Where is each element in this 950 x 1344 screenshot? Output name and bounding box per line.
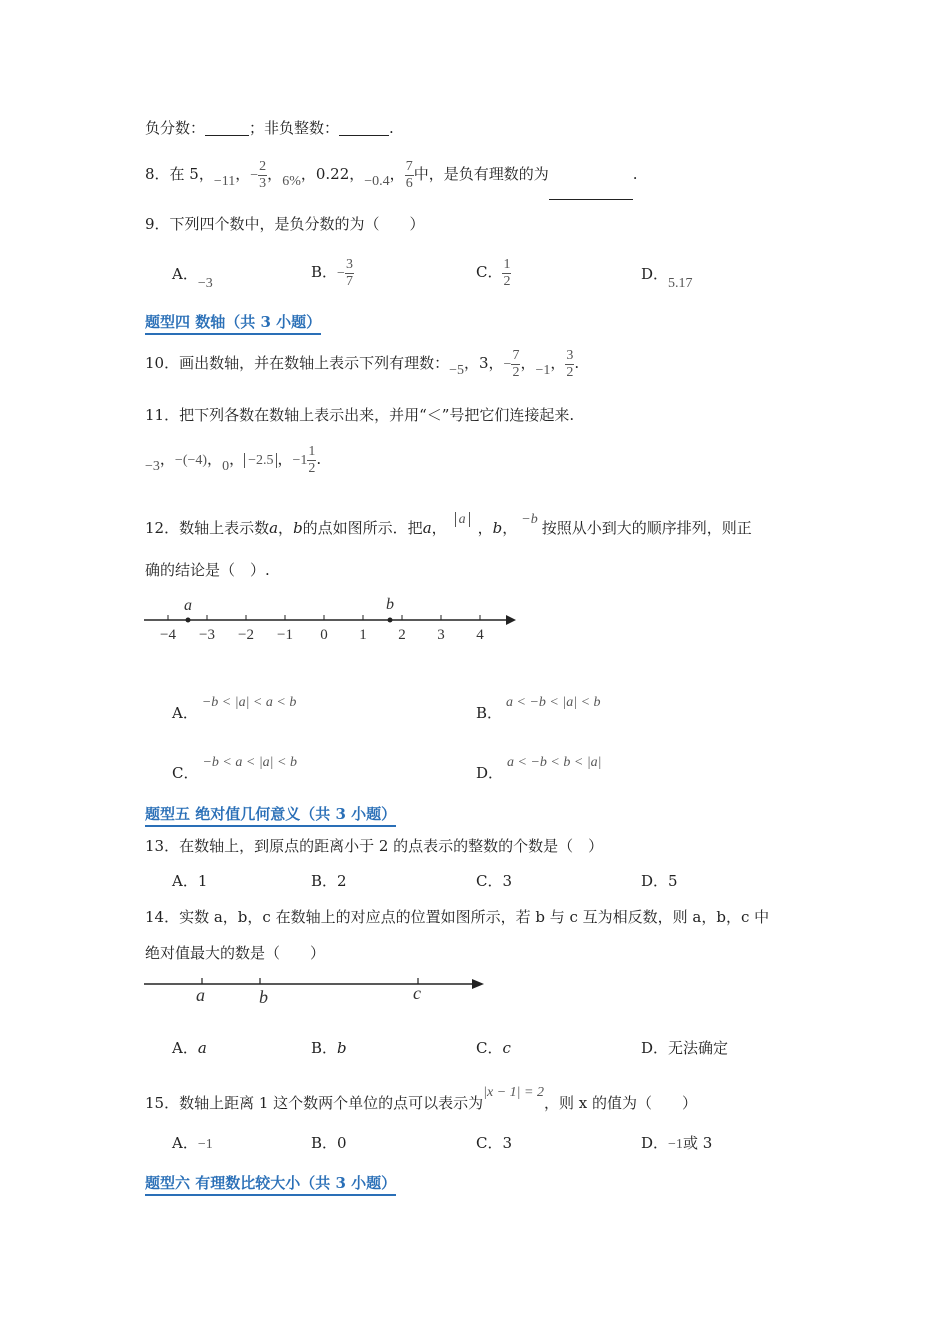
axis-tick-label: 3 [437, 627, 445, 643]
q15-option-d[interactable] [641, 1136, 712, 1152]
math-value: 0 [222, 459, 230, 474]
fraction [405, 159, 414, 191]
denominator: 2 [512, 364, 520, 380]
question-11-stem: 11．把下列各数在数轴上表示出来，并用“＜”号把它们连接起来. [145, 406, 575, 424]
numerator: 7 [405, 159, 413, 175]
numerator: 3 [345, 257, 353, 273]
math-expression: |x − 1| = 2 [483, 1085, 544, 1100]
q12-stem: 12．数轴上表示数 [145, 519, 270, 537]
axis-tick-label: −3 [199, 627, 215, 643]
period: . [574, 354, 580, 372]
numerator: 3 [566, 348, 574, 364]
var-c: c [502, 1039, 511, 1057]
var-b: b [492, 519, 503, 537]
period: . [389, 119, 394, 137]
math-expression: a < −b < b < |a| [507, 755, 602, 770]
absolute-value: a [455, 512, 470, 527]
axis-tick-label: 0 [320, 627, 328, 643]
var-a: a [197, 1039, 207, 1057]
math-value: −0.4 [364, 174, 390, 189]
q13-option-b[interactable]: B．2 [311, 872, 347, 890]
q10-stem: 10．画出数轴，并在数轴上表示下列有理数： [145, 354, 450, 372]
comma: ， [502, 519, 518, 537]
absolute-value: −2.5 [244, 453, 277, 468]
q12-option-b[interactable] [476, 683, 601, 733]
fill-line-top [145, 121, 394, 136]
q14-option-a[interactable] [172, 1041, 207, 1056]
comma: ， [207, 450, 223, 468]
question-12 [145, 500, 752, 540]
comma: ， [277, 450, 293, 468]
axis-tick-label: −1 [277, 627, 293, 643]
q9-option-a[interactable] [172, 258, 213, 300]
denominator: 7 [345, 273, 353, 289]
q12-option-c[interactable] [172, 743, 297, 793]
label-nonnegative-integer: 非负整数： [264, 119, 340, 137]
q14-option-d[interactable]: D．无法确定 [641, 1039, 729, 1057]
question-10 [145, 345, 579, 381]
answer-blank[interactable] [549, 199, 633, 200]
math-value: −3 [197, 276, 213, 291]
math-value: −(−4) [174, 453, 208, 468]
answer-blank[interactable] [339, 135, 389, 136]
point-a-marker [186, 618, 191, 623]
axis-arrow-icon [472, 979, 484, 989]
period: . [632, 165, 638, 183]
math-expression: −b < |a| < a < b [201, 695, 297, 710]
q12-stem: 按照从小到大的顺序排列，则正 [541, 519, 752, 537]
option-label: B． [311, 1039, 338, 1057]
point-b-label: b [259, 987, 268, 1007]
option-label: D． [476, 764, 504, 782]
text-fragment: ，0.22， [300, 165, 365, 183]
question-15 [145, 1073, 697, 1113]
fraction [345, 257, 354, 289]
minus-sign: − [503, 357, 512, 372]
fraction [502, 257, 511, 289]
option-label: B． [311, 263, 338, 281]
option-label: C． [476, 263, 503, 281]
comma: ， [520, 354, 536, 372]
option-text: 或 3 [682, 1134, 713, 1152]
period: . [316, 450, 322, 468]
section-heading-4: 题型四 数轴（共 3 小题） [145, 311, 321, 335]
numerator: 1 [503, 257, 511, 273]
option-label: A． [172, 704, 198, 722]
math-value: −3 [145, 459, 160, 474]
math-value: −1 [197, 1137, 213, 1152]
q12-option-a[interactable] [172, 683, 296, 733]
denominator: 2 [503, 273, 511, 289]
q8-number: 8．在 5， [145, 165, 214, 183]
minus-sign: − [337, 266, 345, 281]
point-b-marker [388, 618, 393, 623]
text-fragment: ，3， [464, 354, 504, 372]
math-value: −5 [449, 363, 464, 378]
comma: ， [267, 165, 283, 183]
q15-option-c[interactable]: C．3 [476, 1134, 513, 1152]
section-heading-5: 题型五 绝对值几何意义（共 3 小题） [145, 803, 396, 827]
q9-option-c[interactable] [476, 252, 511, 292]
q15-option-a[interactable] [172, 1136, 213, 1152]
number-line-q14 [140, 970, 490, 1010]
numerator: 1 [308, 444, 316, 460]
q12-option-d[interactable] [476, 743, 602, 793]
point-c-label: c [413, 983, 421, 1003]
question-8 [145, 156, 637, 192]
fraction [258, 159, 267, 191]
numerator: 2 [259, 159, 267, 175]
q13-option-a[interactable]: A．1 [172, 872, 208, 890]
option-label: B． [476, 704, 503, 722]
label-negative-fraction: 负分数： [145, 119, 206, 137]
axis-tick-label: 1 [359, 627, 367, 643]
math-value: −b [521, 512, 538, 527]
q8-tail: 中，是负有理数的为 [413, 165, 549, 183]
q14-option-b[interactable] [311, 1041, 347, 1056]
option-label: A． [172, 265, 198, 283]
separator: ； [249, 119, 265, 137]
math-value: −1 [292, 453, 308, 468]
option-label: A． [172, 1134, 198, 1152]
q13-option-d[interactable]: D．5 [641, 872, 678, 890]
denominator: 2 [566, 364, 574, 380]
comma: ， [477, 519, 493, 537]
question-14-stem: 14．实数 a，b，c 在数轴上的对应点的位置如图所示，若 b 与 c 互为相反数，则 a，b，c 中 [145, 908, 770, 926]
q9-option-b[interactable] [311, 252, 354, 294]
axis-arrow-icon [506, 615, 516, 625]
axis-tick-label: 2 [398, 627, 406, 643]
math-value: 5.17 [668, 276, 693, 291]
q15-stem: ，则 x 的值为（ ） [543, 1094, 697, 1112]
point-a-label: a [196, 985, 205, 1005]
question-9-stem: 9．下列四个数中，是负分数的为（ ） [145, 215, 425, 233]
var-b: b [293, 519, 303, 537]
option-label: D． [641, 265, 669, 283]
answer-blank[interactable] [205, 135, 249, 136]
math-value: −11 [213, 174, 236, 189]
axis-tick-label: −2 [238, 627, 254, 643]
question-14-stem-line2: 绝对值最大的数是（ ） [145, 944, 326, 962]
math-value: 6% [282, 174, 301, 189]
math-value: −1 [535, 363, 551, 378]
q13-option-c[interactable]: C．3 [476, 872, 513, 890]
option-label: C． [476, 1039, 503, 1057]
point-b-label: b [386, 596, 394, 613]
q15-stem: 15．数轴上距离 1 这个数两个单位的点可以表示为 [145, 1094, 484, 1112]
section-heading-6: 题型六 有理数比较大小（共 3 小题） [145, 1172, 396, 1196]
denominator: 6 [405, 175, 413, 191]
q9-option-d[interactable] [641, 258, 693, 300]
var-b: b [337, 1039, 347, 1057]
q15-option-b[interactable]: B．0 [311, 1134, 347, 1152]
comma: ， [431, 519, 447, 537]
comma: ， [550, 354, 566, 372]
comma: ， [159, 450, 175, 468]
question-13-stem: 13．在数轴上，到原点的距离小于 2 的点表示的整数的个数是（ ） [145, 837, 604, 855]
number-line-q12 [140, 590, 530, 650]
comma: ， [229, 450, 245, 468]
q14-option-c[interactable] [476, 1041, 511, 1056]
denominator: 2 [308, 460, 316, 476]
comma: ， [278, 519, 294, 537]
q11-numbers [145, 442, 321, 476]
option-label: A． [172, 1039, 198, 1057]
axis-tick-label: 4 [476, 627, 484, 643]
denominator: 3 [259, 175, 267, 191]
comma: ， [389, 165, 405, 183]
var-a: a [422, 519, 432, 537]
minus-sign: − [250, 168, 259, 183]
option-label: C． [172, 764, 199, 782]
axis-tick-label: −4 [160, 627, 176, 643]
var-a: a [269, 519, 279, 537]
point-a-label: a [184, 597, 192, 614]
q12-stem: 的点如图所示．把 [302, 519, 423, 537]
numerator: 7 [512, 348, 520, 364]
q12-stem-line2: 确的结论是（ ）. [145, 561, 270, 579]
math-expression: −b < a < |a| < b [202, 755, 297, 770]
math-value: −1 [668, 1137, 683, 1152]
option-label: D． [641, 1134, 669, 1152]
comma: ， [235, 165, 251, 183]
math-expression: a < −b < |a| < b [506, 695, 601, 710]
